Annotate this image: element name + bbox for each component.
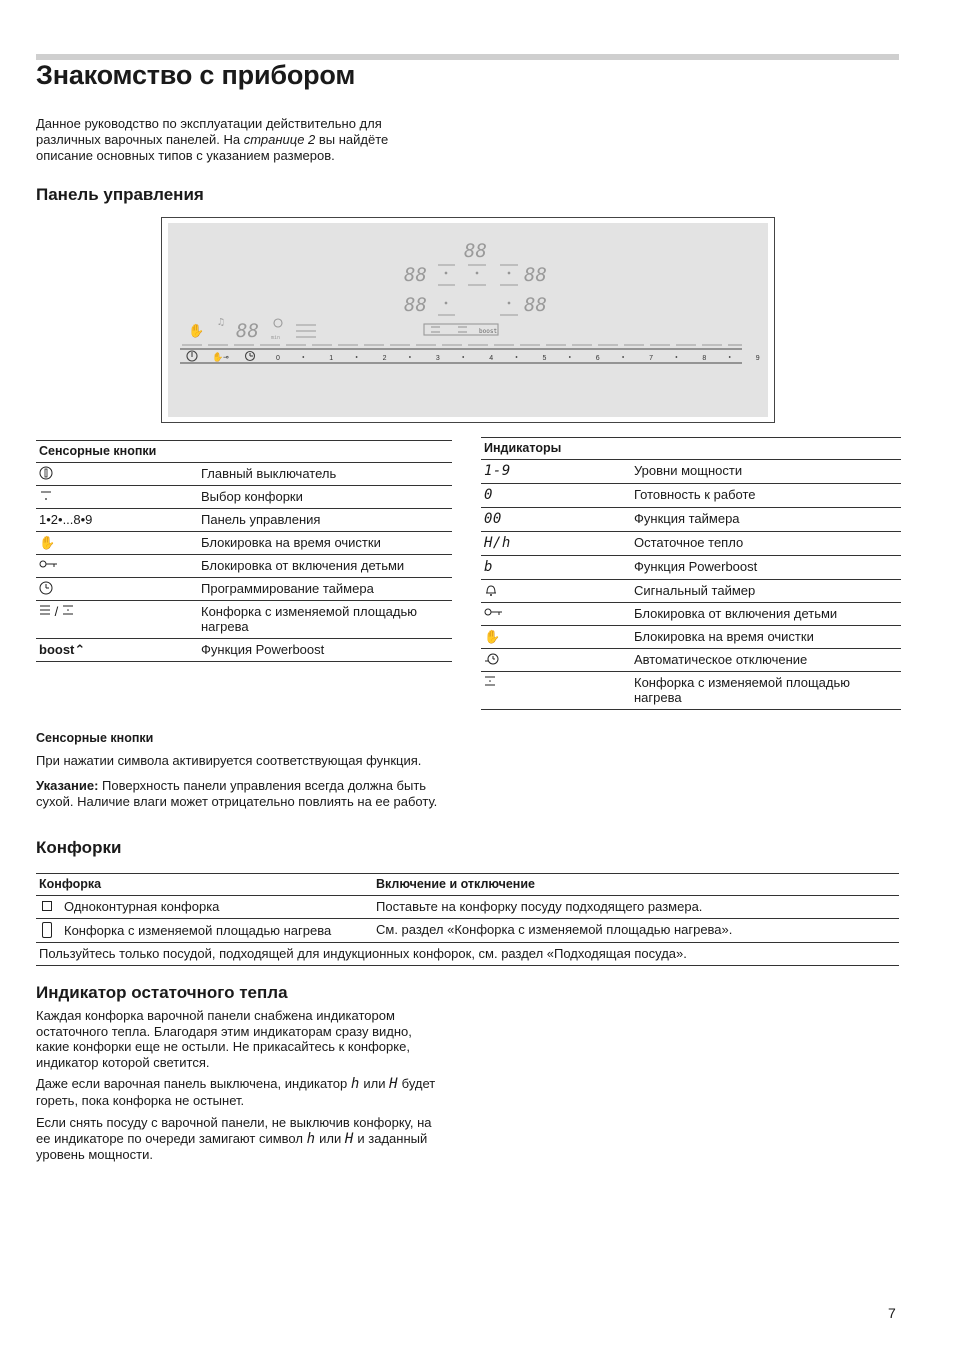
table-row	[36, 896, 899, 919]
scale-label: 9	[755, 355, 760, 362]
indicator-row-label: Конфорка с изменяемой площадью нагрева	[631, 672, 901, 710]
bell-icon	[484, 583, 498, 597]
table-row	[36, 555, 452, 578]
scale-dot	[356, 356, 358, 358]
table-row	[36, 532, 452, 555]
text: или	[359, 1076, 390, 1091]
single-burner-icon	[42, 901, 52, 911]
control-panel-illustration	[161, 217, 775, 423]
burner-table-note: Пользуйтесь только посудой, подходящей для индукционных конфорок, см. раздел «Подходящая посуда».	[36, 943, 899, 966]
table-row	[481, 626, 901, 649]
H-symbol: H	[344, 1130, 354, 1147]
indicator-row-label: Блокировка от включения детьми	[631, 603, 901, 626]
boost-label: boost	[479, 328, 498, 335]
power-levels-symbol: 1-9	[484, 463, 511, 479]
boost-text: boost	[39, 642, 75, 657]
burner-name: Конфорка с изменяемой площадью нагрева	[64, 923, 332, 938]
display-right-2: 88	[524, 294, 547, 316]
flex-slash: /	[54, 604, 59, 619]
text: Даже если варочная панель выключена, индикатор	[36, 1076, 351, 1091]
table-row	[481, 484, 901, 508]
boost-icon: ⌃	[74, 642, 86, 657]
touch-table-header: Сенсорные кнопки	[36, 441, 452, 463]
burners-table	[36, 873, 899, 966]
touch-row-label: Блокировка на время очистки	[198, 532, 452, 555]
table-row	[36, 639, 452, 662]
touch-row-label: Главный выключатель	[198, 463, 452, 486]
indicator-row-label: Сигнальный таймер	[631, 580, 901, 603]
table-row	[481, 603, 901, 626]
scale-label: 2	[382, 355, 387, 362]
note-text: Поверхность панели управления всегда должна быть сухой. Наличие влаги может отрицательно повлиять на ее работу.	[36, 778, 438, 809]
scale-label: 6	[595, 355, 600, 362]
main-switch-icon	[39, 466, 53, 480]
burners-heading: Конфорки	[36, 838, 122, 857]
touch-row-label: Блокировка от включения детьми	[198, 555, 452, 578]
touch-section-text: При нажатии символа активируется соответствующая функция.	[36, 753, 422, 768]
burner-col-header: Конфорка	[36, 874, 373, 896]
hand-key-icon: ✋⊸	[212, 353, 229, 363]
indicator-row-label: Функция таймера	[631, 508, 901, 532]
touch-row-label: Конфорка с изменяемой площадью нагрева	[198, 601, 452, 639]
scale-symbol: 1•2•...8•9	[36, 509, 198, 532]
touch-row-label: Выбор конфорки	[198, 486, 452, 509]
indicators-table	[481, 437, 901, 710]
intro-text-end: вы найдёте описание основных типов с указанием размеров.	[36, 132, 389, 163]
key-icon	[39, 558, 59, 570]
indicator-row-label: Функция Powerboost	[631, 556, 901, 580]
burner-action: См. раздел «Конфорка с изменяемой площадью нагрева».	[373, 919, 899, 943]
scale-label: 0	[276, 355, 280, 362]
table-row	[481, 508, 901, 532]
display-right-1: 88	[524, 264, 547, 286]
control-panel-surface	[168, 223, 768, 417]
intro-text: Данное руководство по эксплуатации действительно для различных варочных панелей. На	[36, 116, 382, 147]
scale-dot	[409, 356, 411, 358]
table-row	[36, 919, 899, 943]
min-label: min	[271, 335, 281, 341]
scale-dot	[729, 356, 731, 358]
table-row	[36, 463, 452, 486]
display-left-2: 88	[404, 294, 427, 316]
scale-label: 7	[649, 355, 654, 362]
H-symbol: H	[389, 1076, 399, 1092]
touch-buttons-table	[36, 440, 452, 662]
residual-paragraph-2	[36, 1076, 448, 1108]
auto-off-icon	[484, 652, 500, 666]
indicator-table-header: Индикаторы	[481, 438, 901, 460]
table-row	[481, 532, 901, 556]
scale-dot	[462, 356, 464, 358]
action-col-header: Включение и отключение	[373, 874, 899, 896]
panel-heading: Панель управления	[36, 185, 204, 204]
burner-select-icon	[39, 489, 53, 503]
timer-symbol: 00	[484, 511, 502, 527]
table-row	[36, 601, 452, 639]
text: и заданный уровень мощности.	[36, 1130, 428, 1162]
h-symbol: h	[306, 1130, 316, 1147]
text: Если снять посуду с варочной панели, не выключив конфорку, на ее индикаторе по очереди замигают символ	[36, 1115, 432, 1146]
table-row	[36, 509, 452, 532]
page-title: Знакомство с прибором	[36, 60, 356, 90]
burner-name: Одноконтурная конфорка	[64, 899, 220, 914]
hand-icon: ✋	[39, 535, 56, 550]
scale-dot	[516, 356, 518, 358]
table-row	[481, 580, 901, 603]
scale-label: 8	[702, 355, 707, 362]
control-panel-drawing	[168, 223, 768, 417]
table-row	[481, 460, 901, 484]
clock-icon	[39, 581, 53, 595]
table-row	[481, 649, 901, 672]
touch-section-heading: Сенсорные кнопки	[36, 731, 154, 745]
indicator-row-label: Блокировка на время очистки	[631, 626, 901, 649]
residual-heat-symbol: H/h	[484, 535, 511, 551]
residual-paragraph-3	[36, 1115, 448, 1163]
scale-label: 5	[542, 355, 547, 362]
touch-row-label: Функция Powerboost	[198, 639, 452, 662]
display-timer: 88	[236, 320, 259, 342]
scale-dot	[676, 356, 678, 358]
page-reference: странице 2	[243, 132, 316, 147]
residual-paragraph-1: Каждая конфорка варочной панели снабжена индикатором остаточного тепла. Благодаря этим индикаторам сразу видно, какие конфорки еще не остыли. Не прикасайтесь к конфорке, индикатор которой светится.	[36, 1008, 412, 1070]
indicator-row-label: Уровни мощности	[631, 460, 901, 484]
table-row	[481, 556, 901, 580]
scale-dot	[569, 356, 571, 358]
key-icon	[484, 606, 504, 618]
flex-zone-alt-icon	[62, 604, 74, 616]
intro-paragraph	[36, 116, 436, 164]
touch-section-note	[36, 778, 456, 809]
touch-row-label: Панель управления	[198, 509, 452, 532]
scale-label: 1	[329, 355, 334, 362]
bell-icon: ♫	[218, 317, 225, 328]
h-symbol: h	[350, 1076, 360, 1092]
text: будет гореть, пока конфорка не остынет.	[36, 1076, 436, 1108]
flex-zone-icon	[484, 675, 496, 687]
residual-heading: Индикатор остаточного тепла	[36, 983, 288, 1002]
indicator-row-label: Готовность к работе	[631, 484, 901, 508]
flex-zone-icon	[39, 604, 51, 616]
indicator-row-label: Остаточное тепло	[631, 532, 901, 556]
table-row	[36, 578, 452, 601]
scale-label: 3	[435, 355, 440, 362]
page-number: 7	[888, 1305, 896, 1321]
touch-row-label: Программирование таймера	[198, 578, 452, 601]
hand-icon: ✋	[484, 629, 501, 644]
text: или	[315, 1130, 345, 1146]
table-row	[36, 486, 452, 509]
ready-symbol: 0	[484, 487, 493, 503]
flex-burner-icon	[42, 922, 52, 938]
hand-icon: ✋	[188, 324, 205, 339]
display-left-1: 88	[404, 264, 427, 286]
indicator-row-label: Автоматическое отключение	[631, 649, 901, 672]
scale-label: 4	[489, 355, 494, 362]
powerboost-symbol: b	[484, 559, 493, 575]
table-row	[36, 943, 899, 966]
table-row	[481, 672, 901, 710]
burner-action: Поставьте на конфорку посуду подходящего размера.	[373, 896, 899, 919]
scale-dot	[622, 356, 624, 358]
display-top: 88	[464, 240, 487, 262]
scale-dot	[302, 356, 304, 358]
note-label: Указание:	[36, 778, 99, 793]
